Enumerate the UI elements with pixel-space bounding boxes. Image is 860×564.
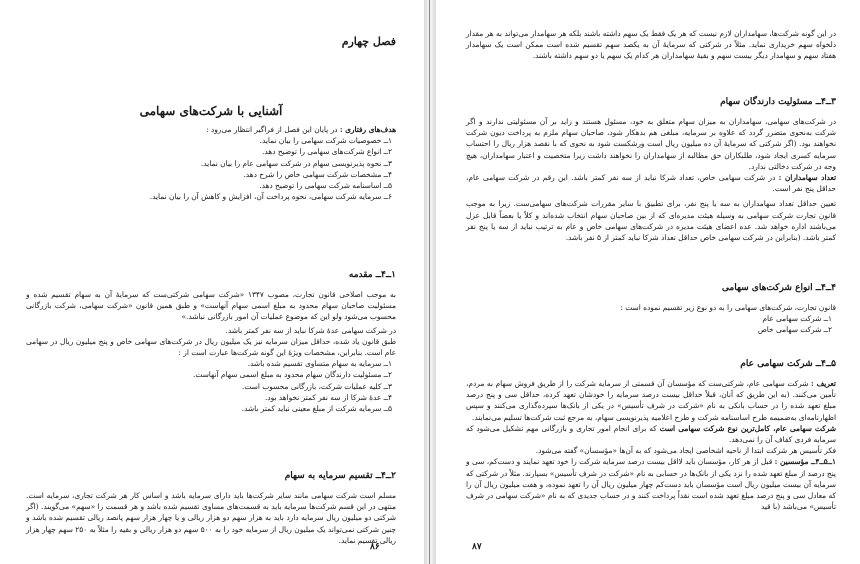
paragraph: که برای انجام امور تجاری و بازرگانی مهم تشکیل می‌شود که سرمایه فردی کفاف آن را نمی‌دهد. (466, 423, 836, 445)
page-number: ۸۶ (370, 542, 380, 552)
list-item: ۱ــ شرکت سهامی عام (762, 314, 832, 324)
paragraph: قانون تجارت، شرکت‌های سهامی را به دو نوع زیر تقسیم نموده است : (620, 303, 836, 312)
chapter-header (26, 24, 396, 59)
objective-item: ۳ــ نحوه پذیرنویسی سهام در شرکت سهامی عام را بیان نماید. (200, 158, 392, 168)
book-gutter (424, 0, 436, 564)
left-page (0, 0, 424, 564)
objective-item: ۱ــ خصوصیات شرکت سهامی را بیان نماید. (259, 136, 392, 146)
objective-item: ۴ــ مشخصات شرکت سهامی خاص را شرح دهد. (243, 169, 392, 179)
list-item: ۲ــ مسئولیت دارندگان سهام محدود به مبلغ اسمی سهام آنهاست. (192, 370, 392, 380)
paragraph: مسلم است شرکت سهامی مانند سایر شرکت‌ها باید دارای سرمایه باشد و اساس کار هر شرکت تجاری، سرمایه است. منتهی در این قسم شرکت‌ها سرمایه باید به قسمت‌های مساوی تقسیم شده باشد و هر قسمت را «سهم» می‌گویند. (اگر شرکتی دو میلیون ریال سرمایه دارد باید به هزار سهم دو هزار ریالی و یا چهار هزار سهم پانصد ریالی تقسیم شده باشد و چنین شرکتی نمی‌تواند یک میلیون ریال از سرمایه خود را به ۵۰۰ سهم دو هزار ریالی و بقیه را مثلاً به ۲۵۰ سهم چهار هزار ریالی تقسیم نماید. (26, 491, 396, 545)
objectives-intro: در پایان این فصل از فراگیر انتظار می‌رود : (206, 125, 338, 134)
paragraph: فکر تأسیس هر شرکت ابتدا از ناحیه اشخاصی ایجاد می‌شود که به آن‌ها «مؤسسان» گفته می‌شود. (535, 446, 836, 456)
section-introduction (26, 261, 396, 414)
section-liability (466, 88, 836, 243)
section-heading: ۵ــ۴ــ شرکت سهامی عام (740, 359, 836, 369)
paragraph: قبل از هر کار، مؤسسان باید لااقل بیست درصد سرمایه شرکت را خود تعهد نمایند و دست‌کم، سی و پنج درصد از مبلغ تعهد شده را نزد یکی از بانک‌ها در حسابی به نام «شرکت در شرف تأسیس» بسپارند. مثلاً در شرکتی که سرمایه آن بیست میلیون ریال است مؤسسان باید دست‌کم چهار میلیون ریال آن را تعهد نموده، و هفت میلیون ریال آن را که معادل سی و پنج درصد مبلغ تعهد شده است نقداً پرداخت کنند و در حساب جدیدی که به نام «شرکت سهامی در شرف تأسیس» می‌باشد (با قید (466, 457, 836, 512)
right-page (436, 0, 860, 564)
paragraph: در این گونه شرکت‌ها، سهامداران لازم نیست که هر یک فقط یک سهم داشته باشند بلکه هر سهامدار می‌تواند به هر مقدار دلخواه سهم خریداری نماید. مثلاً در شرکتی که سرمایهٔ آن به یکصد سهم تقسیم شده است ممکن است یک سهامدار هفتاد سهم و سهامدار دیگر بیست سهم و بقیهٔ سهامداران هر کدام یک سهم یا دو سهم داشته باشند. (466, 29, 836, 61)
list-item: ۵ــ سرمایه شرکت از مبلغ معینی نباید کمتر باشد. (241, 404, 392, 414)
list-item: ۴ــ عدهٔ شرکا از سه نفر کمتر نخواهد بود. (264, 392, 392, 402)
objective-item: ۵ــ اساسنامه شرکت سهامی را توضیح دهد. (259, 181, 392, 191)
list-item: ۱ــ سرمایه به سهام متساوی تقسیم شده باشد. (247, 359, 392, 369)
paragraph: تعیین حداقل تعداد سهامداران به سه یا پنج نفر، برای تطبیق با سایر مقررات شرکت‌های سهامی‌ست. زیرا به موجب قانون تجارت شرکت سهامی به وسیله هیئت مدیره‌ای که از بین صاحبان سهام انتخاب شده‌اند و کلاً یا بعضاً قابل عزل می‌باشند اداره خواهد شد. عده اعضای هیئت مدیره در شرکت‌های سهامی خاص و عام به ترتیب نباید از سه یا پنج نفر کمتر باشد. (بنابراین در شرکت سهامی خاص حداقل تعداد شرکا نباید کمتر از ۵ نفر باشد. (466, 199, 836, 243)
section-heading: ۴ــ۴ــ انواع شرکت‌های سهامی (721, 283, 836, 293)
objective-item: ۲ــ انواع شرکت‌های سهامی را توضیح دهد. (262, 147, 392, 157)
paragraph-lead: ۱ــ۵ــ۴ــ مؤسسین : (774, 457, 836, 467)
objectives (26, 124, 396, 202)
paragraph: به موجب اصلاحی قانون تجارت، مصوب ۱۳۴۷ «شرکت سهامی شرکتی‌ست که سرمایهٔ آن به سهام تقسیم شده و مسئولیت صاحبان سهام محدود به مبلغ اسمی سهام آنهاست» و طبق همین قانون «شرکت سهامی، شرکت بازرگانی محسوب می‌شود ولو این که موضوع عملیات آن امور بازرگانی نباشد.» (26, 290, 396, 322)
list-item: ۳ــ کلیه عملیات شرکت، بازرگانی محسوب است. (242, 381, 392, 391)
section-types (466, 274, 836, 336)
intro-block (466, 28, 836, 62)
section-heading: ۲ــ۴ــ تقسیم سرمایه به سهام (284, 471, 396, 481)
section-public-company (466, 350, 836, 512)
chapter-title: آشنایی با شرکت‌های سهامی (139, 104, 283, 118)
page-number: ۸۷ (472, 542, 482, 552)
paragraph-lead: شرکت سهامی عام، کامل‌ترین نوع شرکت سهامی است (659, 423, 836, 433)
paragraph: در شرکت سهامی خاص، تعداد شرکا نباید از سه نفر کمتر باشد. این رقم در شرکت سهامی عام، حداقل پنج نفر است. (466, 173, 836, 194)
objective-item: ۶ــ سرمایه شرکت سهامی، نحوه پرداخت آن، افزایش و کاهش آن را بیان نماید. (149, 192, 392, 202)
section-heading: ۱ــ۴ــ مقدمه (348, 270, 396, 280)
chapter-label: فصل چهارم (341, 35, 396, 48)
paragraph-lead: تعداد سهامداران : (778, 173, 836, 183)
paragraph: در شرکت سهامی عدهٔ شرکا نباید از سه نفر کمتر باشد. (225, 325, 396, 335)
section-share-division (26, 462, 396, 546)
section-heading: ۳ــ۴ــ مسئولیت دارندگان سهام (720, 97, 836, 107)
paragraph: شرکت سهامی عام، شرکتی‌ست که مؤسسان آن قسمتی از سرمایه شرکت را از طریق فروش سهام به مردم، تأمین می‌کنند. (به این طریق که آنان، قبلاً حداقل بیست درصد سرمایه را خودشان تعهد کرده، حداقل سی و پنج درصد مبلغ تعهد شده را در حساب بانکی به نام «شرکت در شرف تأسیس» در یکی از بانک‌ها سپرده‌گذاری می‌کنند و سپس اظهارنامه‌ای به‌ضمیمه طرح اساسنامه شرکت و طرح اعلامیه پذیرنویسی سهام، به مرجع ثبت شرکت‌ها تسلیم می‌نمایند. (466, 379, 836, 422)
paragraph: طبق قانون یاد شده، حداقل میزان سرمایه نیز یک میلیون ریال در شرکت‌های سهامی خاص و پنج میلیون ریال در سهامی عام است. بنابراین، مشخصات ویژهٔ این گونه شرکت‌ها عبارت است از : (26, 336, 396, 358)
objectives-lead: هدف‌های رفتاری : (339, 125, 396, 134)
paragraph: در شرکت‌های سهامی، سهامداران به میزان سهام متعلق به خود، مسئول هستند و زاید بر آن مسئولیتی ندارند و اگر شرکت به‌نحوی متضرر گردد که علاوه بر سرمایه، مبلغی هم بدهکار شود، صاحبان سهام ملزم به پرداخت دیون شرکت نخواهند بود. (اگر شرکتی که سرمایهٔ آن ده میلیون ریال است ورشکست شود به نحوی که با نقصد هزار ریال را احتساب سرمایه کسری ایجاد شود، طلبکاران حق مطالبه از سهامداران را نخواهند داشت زیرا متخصیت و اعتبار سهامداران، هیچ وجه در شرکت دخالتی ندارد. (466, 117, 836, 171)
list-item: ۲ــ شرکت سهامی خاص (757, 325, 832, 335)
paragraph-lead: تعریف : (811, 379, 836, 388)
